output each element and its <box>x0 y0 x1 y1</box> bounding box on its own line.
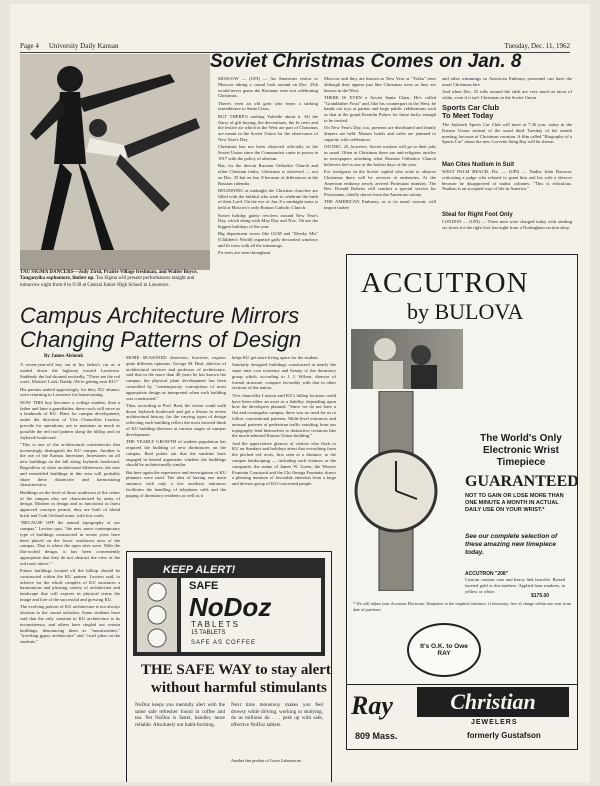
couple-illustration <box>351 329 463 389</box>
campus-paragraph: helps KU get more living space for the student. <box>232 355 319 360</box>
christmas-column-2 <box>324 76 436 252</box>
campus-paragraph: A seven-year-old boy sat in his father's car as it rushed down the highway toward Lawrence. Suddenly the lad shouted excitedly, "There are the red roofs, Mother! Look, Daddy. We're getting near KU!" <box>20 362 120 385</box>
nodoz-product-of: Another fine product of Grove Laboratories. <box>231 758 303 763</box>
nodoz-headline-2: without harmful stimulants <box>151 680 327 696</box>
page-number: Page 4 <box>20 42 39 50</box>
christmas-paragraph: On New Year's Day, too, presents are distributed and family dinners are held. Masses hotels and cafes are jammed to capacity with celebrators. <box>324 125 436 142</box>
campus-paragraph: THE YEARLY GROWTH of student population has required the building of new dormitories on the campus. Beal points out that the students have engaged in heated arguments whether the buildings should be architecturally similar. <box>126 439 226 468</box>
accutron-model-copy: Custom contour case and heavy link bracelet. Raised faceted gold or dot markers. Applied hour markers, in yellow or white. <box>465 577 565 594</box>
dancers-illustration <box>20 54 210 270</box>
campus-paragraph: The evolving pattern of KU architecture is not always obvious to the casual onlooker. Some students have said that the only constant in KU architecture is its inconsistency, and others have singled out certain buildings, denouncing them as "monstrosities," "traveling gypsy architecture" and "cruel jokes on the students." <box>20 604 120 645</box>
tablets-icon <box>137 578 177 652</box>
campus-paragraph: NOW THIS boy becomes a college student, then a father and later a grandfather, these roofs will serve as a landmark of KU. Plans for campus development, under the direction of Vice Chancellor Lawton, provide for operations, are to maintain as much as possible the red roof pattern along the hilltop and on Jayhawk boulevard. <box>20 399 120 440</box>
campus-column-2 <box>126 355 226 549</box>
ray-address: 809 Mass. <box>355 731 398 741</box>
christmas-paragraph: Moscow and they are known as New Year or "Yolka" trees although they appear just like Christmas trees as they are known in the West. <box>324 76 436 93</box>
dancers-photo <box>20 54 210 270</box>
jewelers-label: JEWELERS <box>471 719 518 726</box>
campus-paragraph: Similarly designed buildings constructed at nearly the same time cost economy and beauty to the dormitory group which, according to J. J. Wilson, director of formal structure, compare favorably with that in other sections of the nation. <box>232 362 336 391</box>
tagline-line: The World's Only <box>480 433 562 444</box>
newspaper-page <box>10 4 590 782</box>
accutron-footnote: * We will adjust your Accutron Electronic Timepiece to the required tolerance, if necessary, free of charge within one year from date of purchase. <box>353 601 571 612</box>
christmas-paragraph: Fir trees are seen throughout <box>218 250 271 256</box>
campus-headline-line: Campus Architecture Mirrors <box>20 303 300 328</box>
campus-paragraph: MORE SEASONED observers, however, express quite different opinions. George M. Beal, director of architectural services and professor of architecture, said that in the more than 40 years he has known the campus, the physical plant development has been controlled by "contemporary conceptions of most appropriate design as interpreted when each building was constructed." <box>126 355 226 401</box>
campus-paragraph: Vice chancellor Lawton said KU's hilltop location could have been either an asset or a liability, depending upon how the developers planned. "Since we do not have a flat and rectangular campus, there was no need for us to follow conventional patterns. Multi-level entrances and unusual patterns of pedestrian traffic resulting from our topography lend themselves to distinctive creations like the much-admired Kansas Union building." <box>232 392 336 439</box>
tagline-line: Timepiece <box>496 457 546 468</box>
christmas-paragraph: There's even an old gent who bears a striking resemblance to Santa Claus. <box>218 100 318 112</box>
owe-ray-seal <box>407 623 481 677</box>
tablets-label: TABLETS <box>191 620 240 629</box>
campus-column-3 <box>232 355 336 549</box>
christmas-paragraph: Soviet holiday gaiety revolves around New Year's Day, which along with May Day and Nov. 7th are the biggest holidays of the year. <box>218 212 318 230</box>
keep-alert: KEEP ALERT! <box>163 564 236 576</box>
nodoz-brand: NoDoz <box>189 592 272 622</box>
campus-paragraph: His parents smiled approvingly, for they, KU alumni, were returning to Lawrence for homecoming. <box>20 386 120 398</box>
caption-bold: TAU SIGMA DANCERS—Jody Zirul, Prairie Village freshman, and Walter Boyce, Tanganyika sophomore, limber up. <box>20 270 198 282</box>
campus-headline <box>20 304 335 352</box>
accutron-model: ACCUTRON "208" <box>465 571 509 577</box>
nudism-headline: Man Cites Nudism in Suit <box>442 162 515 168</box>
campus-paragraph: And the appreciative glances of visitors who flock to KU on Sundays and holidays attest that everything from the pitched red roofs, first seen at a distance, to the campus landscaping — including such features as the campanile, the statue of James W. Green, the Weaver Fountain Courtyard and the Chi Omega Fountain, draws a pleasing measure of favorable attention from a large and diverse group of KU-concerned people. <box>232 440 336 487</box>
campus-paragraph: Future buildings located off the hilltop should be constructed within the KU pattern. Lawton said, to achieve for the whole complex of KU structures a harmonious and pleasing variety of architecture and landscape that will express in physical terms the image and lore of the successful and growing KU. <box>20 568 120 603</box>
campus-paragraph: But here again the experience and investigation of KU planners were used. The idea of having one main entrance with only a few auxiliary entrances facilitates the handling of telephone calls and the paging of dormitory residents as well as it <box>126 469 226 498</box>
nodoz-package <box>133 558 325 656</box>
campus-paragraph: Thus, according to Prof. Beal, the visitor could walk down Jayhawk boulevard and get a lesson in recent architectural history, for the varying types of design reflecting each building reflect the most favored think of KU building directors at various stages of campus development. <box>126 402 226 437</box>
tablet-strip <box>137 578 177 652</box>
christmas-paragraph: ON DEC. 25, however, Soviet workers will go to their jobs as usual. Often at Christmas there are anti-religious articles in newspapers attacking what Russian Orthodox Church believers feel is one of the holiest days of the year. <box>324 144 436 167</box>
guaranteed-label: GUARANTEED <box>465 473 579 490</box>
sports-body: The Jayhawk Sports Car Club will meet at 7:30 p.m. today in the Kansas Union instead of the usual third Tuesday of the month meeting, because of Christmas vacation. A film called "Biography of a Sports Car" about the new Corvette Sting Ray will be shown. <box>442 122 572 145</box>
nodoz-left-copy: NoDoz keeps you mentally alert with the same safe refresher found in coffee and tea. Yet NoDoz is faster, handier, more reliable. Absolutely not habit-forming. <box>135 702 225 728</box>
christmas-paragraph: MOSCOW — (UPI) — An American visitor to Moscow taking a casual look around on Dec. 25th would never guess the Russians were not celebrating Christmas. <box>218 76 318 99</box>
paper-name: University Daily Kansan <box>48 42 119 50</box>
christian-script: Christian <box>417 687 569 717</box>
campus-paragraph: Buildings on the level of those southwest of the center of the campus also are characterized by unity of design. Modern in design and as functional as latest approved concepts permit, they are built of blond brick and Crab Orchard stone, with low roofs. <box>20 489 120 518</box>
sports-headline-line: To Meet Today <box>442 111 494 120</box>
campus-column-1 <box>20 362 120 780</box>
christmas-paragraph: THE AMERICAN Embassy, as is its usual custom, will import turkey <box>324 199 436 211</box>
christmas-paragraph: Christmas has not been observed officially in the Soviet Union since the Communists came to power in 1917 with the policy of atheism. <box>218 144 318 161</box>
nudism-body: WEST PALM BEACH, Fla. — (UPI) — Nudist John Dawson, criticizing a judge who refused to grant him and his wife a divorce because he disapproved of nudist colonies: "This is ridiculous. Nudism is an accepted way of life in America." <box>442 169 572 192</box>
steal-headline: Steal for Right Foot Only <box>442 212 513 218</box>
campus-paragraph: "This is one of the architectural consistencies that increasingly distinguish the KU campus. Another is the use of the Kansas limestone, limestones on all new buildings on the hill along Jayhawk boulevard. Regardless of other architectural differences, the new and remodeled buildings in this area will probably share these distinctive and harmonizing characteristics. <box>20 441 120 488</box>
see-selection: See our complete selection of these amazing new timepiece today. <box>465 533 558 556</box>
nodoz-label <box>181 578 321 652</box>
christmas-paragraph: BUT THERE'S nothing Yuletide about it. All the flurry of gift buying, the decorations, the fir trees and the festive air which in the West are part of Christmas are meant in the Soviet Union for the observance of New Year's Day. <box>218 113 318 142</box>
ray-formerly: formerly Gustafson <box>467 731 541 740</box>
nodoz-headline-1: THE SAFE WAY to stay alert <box>141 662 331 678</box>
christmas-paragraph: Big department stores like GUM and "Detsky Mir" (Children's World) organize gaily decorated windows and fir trees with all the trimmings. <box>218 231 318 249</box>
accutron-ad <box>346 254 578 686</box>
photo-caption <box>20 270 210 289</box>
accutron-tagline <box>469 433 573 469</box>
issue-date: Tuesday, Dec. 11, 1962 <box>504 42 570 50</box>
steal-body: LONDON — (UPI) — Three men were charged today with stealing six shoes for the right foot last night from a Nottingham section shop. <box>442 219 572 230</box>
christmas-paragraph: BEGINNING at midnight the Christian churches are filled with the faithful who wish to celebrate the birth of their Lord. On the eve of Jan. 8 a midnight mass is held at Moscow's only Roman Catholic Church. <box>218 187 318 211</box>
campus-headline-line: Changing Patterns of Design <box>20 327 302 352</box>
christmas-paragraph: THERE IS EVEN a Soviet Santa Claus. He's called "Grandfather Frost" and, like his counterpart in the West, he hands out toys at parties and large public celebrations such as that at the grand Kremlin Palace for those lucky enough to be invited. <box>324 94 436 124</box>
nodoz-ad <box>126 551 332 782</box>
christmas-column-3 <box>442 76 572 104</box>
watch-icon <box>351 391 441 591</box>
christmas-paragraph: But, for the devout Russian Orthodox Church and other Christian faiths, Christmas is observed — not on Dec. 25 but on Jan. 8 because of differences in the Russian calendar. <box>218 163 318 186</box>
accutron-by: by BULOVA <box>407 299 524 324</box>
caption-rest: Tau Sigma will present performances tonight and tomorrow night from 8 to 9:30 at Central Junior High School in Lawrence. <box>20 276 195 288</box>
guarantee-copy: NOT TO GAIN OR LOSE MORE THAN ONE MINUTE A MONTH IN ACTUAL DAILY USE ON YOUR WRIST.* <box>465 493 564 513</box>
christmas-column-1 <box>218 76 318 306</box>
sports-headline-line: Sports Car Club <box>442 103 500 112</box>
nodoz-right-copy: Next time monotony makes you feel drowsy while driving, working or studying, do as millions do . . . perk up with safe, effective NoDoz tablets. <box>231 702 323 728</box>
safe-as-coffee: SAFE AS COFFEE <box>191 640 257 646</box>
christmas-headline: Soviet Christmas Comes on Jan. 8 <box>210 51 522 72</box>
safe-label: SAFE <box>189 580 219 592</box>
christmas-paragraph: and other trimmings so American Embassy personnel can have the usual Christmas fare. <box>442 76 572 87</box>
ray-christian-ad <box>346 684 578 750</box>
tablet-count: 15 TABLETS <box>191 630 226 636</box>
campus-paragraph: "BECAUSE OFF the natural topography of our campus," Lawton says, "the new, more contemporary type of buildings constructed in recent years have been placed on the lower southwest area of the campus. That is where the open sites were. With the flat-roofed design, it has been conveniently appropriate that they do not obstruct the view of the red roofs above." <box>20 520 120 566</box>
sports-headline <box>442 104 499 120</box>
couple-photo <box>351 329 463 389</box>
accutron-brand: ACCUTRON <box>361 267 529 299</box>
seal-text: It's O.K. to Owe RAY <box>420 643 468 657</box>
accutron-price: $175.00 <box>531 593 550 599</box>
tagline-line: Electronic Wrist <box>483 445 559 456</box>
christmas-paragraph: For foreigners in the Soviet capital who wish to observe Christmas there will be services at embassies. At the American embassy newly arrived Protestant minister, The Rev. Donald Roberts will conduct a special service for Protestants, chiefly drawn from the American colony. <box>324 168 436 198</box>
byline: By James Alshouk <box>44 354 84 359</box>
christmas-paragraph: And when Dec. 25 rolls around the odds are very much in favor of white, even if it isn't Christmas in the Soviet Union. <box>442 89 572 100</box>
ray-script: Ray <box>351 691 393 720</box>
